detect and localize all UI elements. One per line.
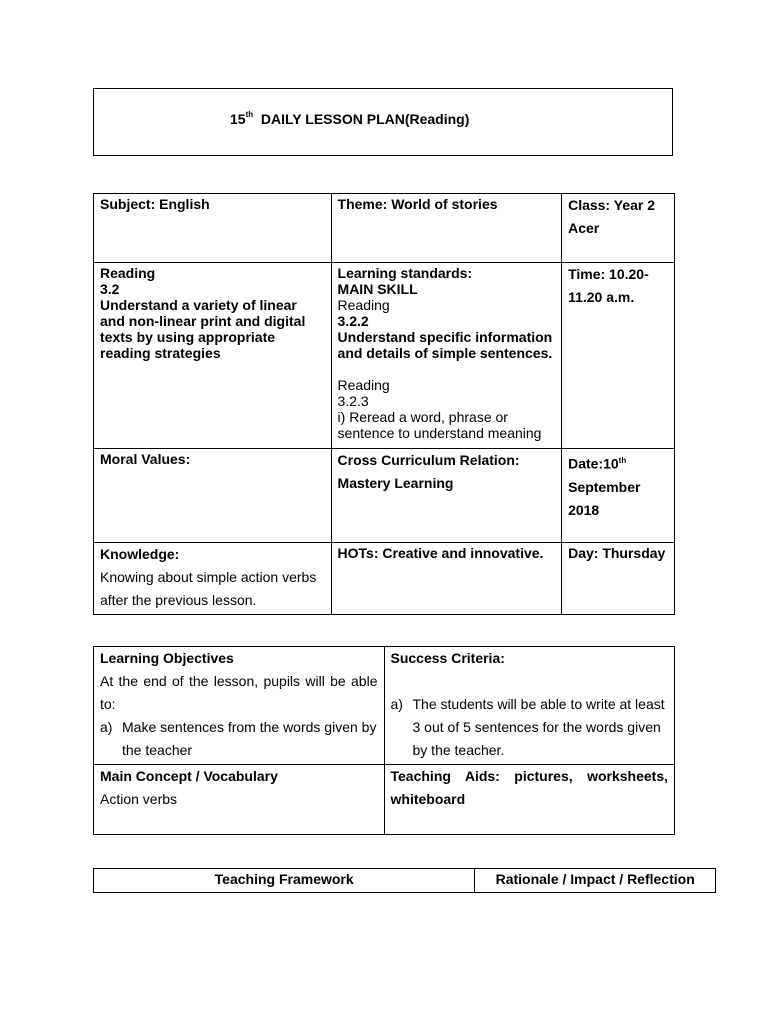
subject-cell [94, 194, 332, 263]
framework-col1 [94, 869, 475, 893]
ccr-cell [331, 449, 562, 543]
mc-value: Action verbs [100, 791, 178, 807]
page-title [230, 111, 469, 127]
reading-code: 3.2 [100, 281, 120, 297]
ta-label: Teaching Aids: pictures, worksheets, [390, 768, 668, 784]
date-cell [562, 449, 675, 543]
ls-label: Learning standards: [337, 265, 473, 281]
moral-values: Moral Values: [100, 451, 191, 467]
time-line2: 11.20 a.m. [568, 289, 635, 305]
lo-list [100, 716, 378, 762]
lo-marker: a) [100, 719, 113, 735]
mc-label: Main Concept / Vocabulary [100, 768, 278, 784]
cs-reading: Reading [337, 377, 390, 393]
info-table [93, 193, 675, 615]
lo-item: Make sentences from the words given by the teacher [122, 719, 377, 758]
framework-col2 [475, 869, 716, 893]
date-year: 2018 [568, 501, 600, 518]
class-line1: Class: Year 2 [568, 197, 655, 213]
main-concept-cell [94, 765, 385, 835]
ms-reading: Reading [337, 297, 390, 313]
ccr-label: Cross Curriculum Relation: [337, 452, 520, 468]
sc-marker: a) [390, 696, 403, 712]
date-month: September [568, 478, 641, 495]
success-criteria-cell [384, 647, 675, 765]
list-item [100, 716, 378, 762]
class-cell [562, 194, 675, 263]
knowledge-label: Knowledge: [100, 546, 180, 562]
title-text: DAILY LESSON PLAN(Reading) [260, 111, 470, 127]
teaching-aids-cell [384, 765, 675, 835]
theme-cell [331, 194, 562, 263]
title-suffix: th [245, 110, 254, 120]
hots-cell [331, 543, 562, 615]
time-cell [562, 263, 675, 449]
date-sup: th [618, 456, 627, 465]
day-cell [562, 543, 675, 615]
list-item [391, 693, 669, 762]
objectives-table [93, 646, 675, 835]
subject: Subject: English [100, 196, 210, 212]
date-line1 [568, 449, 668, 476]
title-box [93, 88, 673, 156]
learning-standards-cell [331, 263, 562, 449]
date-prefix: Date:10 [568, 455, 619, 472]
reading-cell [94, 263, 332, 449]
knowledge-text: Knowing about simple action verbs after the previous lesson. [100, 569, 317, 608]
ms-desc: Understand specific information and details of simple sentences. [337, 329, 553, 361]
ccr-value: Mastery Learning [337, 475, 454, 491]
cs-code: 3.2.3 [337, 393, 369, 409]
lo-intro: At the end of the lesson, pupils will be able to: [100, 673, 378, 712]
theme: Theme: World of stories [337, 196, 498, 212]
cs-desc: i) Reread a word, phrase or sentence to understand meaning [337, 409, 542, 441]
framework-table [93, 868, 716, 893]
time-line1: Time: 10.20- [568, 266, 649, 282]
class-line2: Acer [568, 220, 600, 236]
sc-list [391, 693, 669, 762]
ms-code: 3.2.2 [337, 313, 369, 329]
knowledge-cell [94, 543, 332, 615]
sc-label: Success Criteria: [390, 650, 505, 666]
lo-label: Learning Objectives [100, 650, 234, 666]
reading-desc: Understand a variety of linear and non-linear print and digital texts by using appropriate reading strategies [100, 297, 306, 361]
ta-label2: whiteboard [390, 791, 466, 807]
moral-cell [94, 449, 332, 543]
learning-objectives-cell [94, 647, 385, 765]
main-skill: MAIN SKILL [337, 281, 418, 297]
sc-item: The students will be able to write at least 3 out of 5 sentences for the words given by the teacher. [412, 696, 665, 758]
rationale-header: Rationale / Impact / Reflection [495, 871, 695, 887]
day: Day: Thursday [568, 545, 666, 561]
title-ordinal: 15 [230, 111, 246, 127]
reading-label: Reading [100, 265, 156, 281]
teaching-framework-header: Teaching Framework [214, 871, 354, 887]
hots: HOTs: Creative and innovative. [337, 545, 544, 561]
